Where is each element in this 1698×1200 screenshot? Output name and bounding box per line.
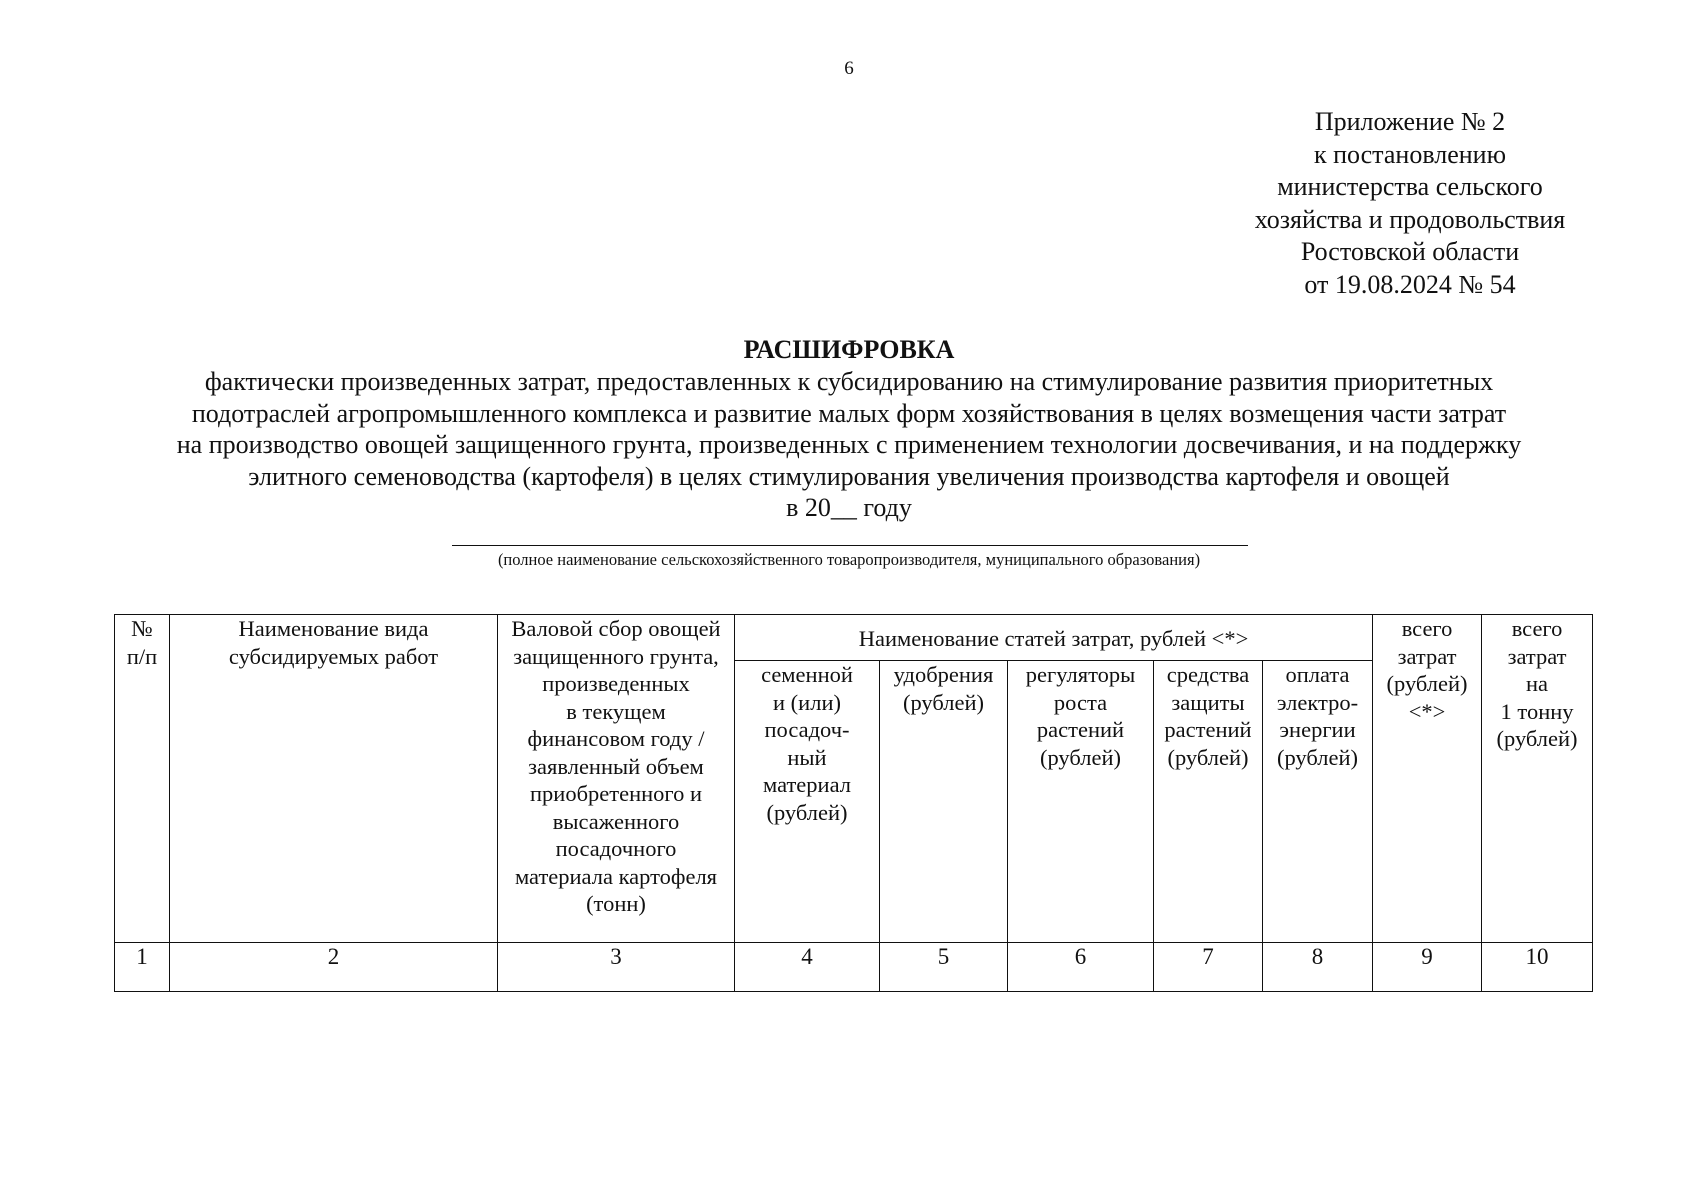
subtitle-line: в 20__ году [786, 493, 912, 522]
subtitle-line: подотраслей агропромышленного комплекса и развитие малых форм хозяйствования в целях возмещения части затрат [191, 398, 1507, 428]
subtitle-line: на производство овощей защищенного грунта, произведенных с применением технологии досвечивания, и на поддержку [176, 430, 1522, 459]
appendix-line: к постановлению [1313, 139, 1507, 169]
appendix-line: Приложение № 2 [1314, 107, 1506, 136]
column-number: 1 [115, 943, 170, 992]
column-number: 7 [1154, 943, 1263, 992]
header-electricity: оплата электро- энергии (рублей) [1263, 661, 1373, 943]
appendix-line: министерства сельского [1277, 172, 1543, 201]
column-number: 2 [170, 943, 498, 992]
producer-name-caption: (полное наименование сельскохозяйственного товаропроизводителя, муниципального образования) [497, 550, 1201, 569]
column-number: 5 [880, 943, 1008, 992]
header-work-type: Наименование вида субсидируемых работ [170, 615, 498, 943]
subtitle-line: фактически произведенных затрат, предоставленных к субсидированию на стимулирование развития приоритетных [204, 367, 1494, 396]
cost-breakdown-table [114, 614, 1593, 992]
column-numbers-row [115, 943, 1593, 992]
header-cost-items: Наименование статей затрат, рублей <*> [735, 615, 1373, 661]
header-total-per-ton: всего затрат на 1 тонну (рублей) [1482, 615, 1593, 943]
column-number: 10 [1482, 943, 1593, 992]
subtitle-line: элитного семеноводства (картофеля) в целях стимулирования увеличения производства картофеля и овощей [248, 461, 1450, 491]
appendix-line: от 19.08.2024 № 54 [1304, 269, 1516, 299]
header-plant-protection: средства защиты растений (рублей) [1154, 661, 1263, 943]
appendix-block [1180, 106, 1640, 301]
producer-name-line [452, 545, 1248, 546]
appendix-line: хозяйства и продовольствия [1254, 204, 1566, 234]
appendix-line: Ростовской области [1300, 237, 1520, 266]
header-gross-harvest: Валовой сбор овощей защищенного грунта, произведенных в текущем финансовом году / заявленный объем приобретенного и высаженного посадочного материала картофеля (тонн) [498, 615, 735, 943]
page-number: 6 [844, 58, 854, 79]
header-total: всего затрат (рублей) <*> [1373, 615, 1482, 943]
header-num: № п/п [115, 615, 170, 943]
column-number: 4 [735, 943, 880, 992]
column-number: 9 [1373, 943, 1482, 992]
header-row [115, 615, 1593, 661]
header-growth-regulators: регуляторы роста растений (рублей) [1008, 661, 1154, 943]
header-seed: семенной и (или) посадоч- ный материал (рублей) [735, 661, 880, 943]
column-number: 3 [498, 943, 735, 992]
document-title: РАСШИФРОВКА [743, 335, 955, 364]
document-subtitle [60, 366, 1638, 524]
column-number: 6 [1008, 943, 1154, 992]
column-number: 8 [1263, 943, 1373, 992]
header-fertilizers: удобрения (рублей) [880, 661, 1008, 943]
